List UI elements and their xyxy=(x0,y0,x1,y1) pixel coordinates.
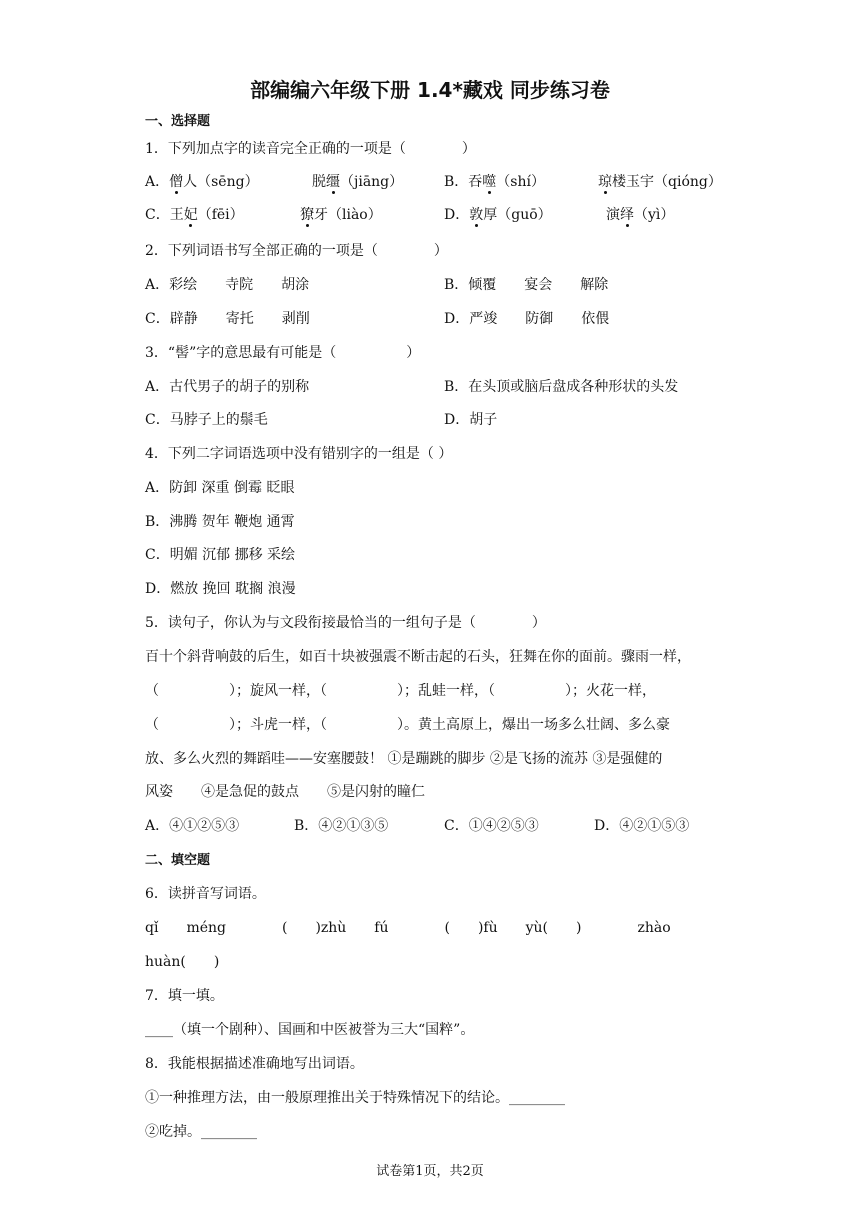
question-8-item-1: ①一种推理方法，由一般原理推出关于特殊情况下的结论。________ xyxy=(145,1090,565,1106)
question-3-option-a: A．古代男子的胡子的别称 xyxy=(145,379,310,395)
question-2-option-b: B．倾覆 宴会 解除 xyxy=(444,277,609,293)
question-3-option-c: C．马脖子上的鬃毛 xyxy=(145,412,268,428)
question-1-option-b2: 琼楼玉宇（qióng） xyxy=(598,174,722,190)
question-6-pinyin-line: huàn( ) xyxy=(145,954,220,970)
question-2-option-d: D．严竣 防御 依偎 xyxy=(444,311,610,327)
page-title: 部编编六年级下册 1.4*藏戏 同步练习卷 xyxy=(250,78,610,102)
question-5-passage-line: 百十个斜背响鼓的后生，如百十块被强震不断击起的石头，狂舞在你的面前。骤雨一样， xyxy=(145,649,691,665)
question-2-option-a: A．彩绘 寺院 胡涂 xyxy=(145,277,310,293)
question-7-fill-line: ____（填一个剧种）、国画和中医被誉为三大“国粹”。 xyxy=(145,1022,475,1038)
section-heading-fill: 二、填空题 xyxy=(145,853,211,868)
question-4-option-c: C．明媚 沉郁 挪移 采绘 xyxy=(145,547,296,563)
question-2-stem: 2．下列词语书写全部正确的一项是（ ） xyxy=(145,243,448,259)
question-4-option-d: D．燃放 挽回 耽搁 浪漫 xyxy=(145,581,296,597)
question-2-option-c: C．辟静 寄托 剥削 xyxy=(145,311,310,327)
question-3-option-b: B．在头顶或脑后盘成各种形状的头发 xyxy=(444,379,679,395)
question-5-passage-line: 放、多么火烈的舞蹈哇——安塞腰鼓！ ①是蹦跳的脚步 ②是飞扬的流苏 ③是强健的 xyxy=(145,751,663,767)
question-5-option-a: A．④①②⑤③ xyxy=(145,818,240,834)
question-1-stem: 1．下列加点字的读音完全正确的一项是（ ） xyxy=(145,141,476,157)
question-7-stem: 7．填一填。 xyxy=(145,988,224,1004)
question-3-stem: 3．“髻”字的意思最有可能是（ ） xyxy=(145,345,421,361)
question-1-option-a1: A．僧人（sēng） xyxy=(145,174,259,190)
question-5-passage-line: （ ）；旋风一样，（ ）；乱蛙一样，（ ）；火花一样， xyxy=(145,683,656,699)
question-5-option-d: D．④②①⑤③ xyxy=(594,818,690,834)
question-5-stem: 5．读句子，你认为与文段衔接最恰当的一组句子是（ ） xyxy=(145,615,546,631)
question-3-option-d: D．胡子 xyxy=(444,412,498,428)
question-1-option-b1: B．吞噬（shí） xyxy=(444,174,545,190)
section-heading-choice: 一、选择题 xyxy=(145,114,211,129)
question-1-option-c2: 獠牙（liào） xyxy=(300,207,382,223)
question-8-item-2: ②吃掉。________ xyxy=(145,1124,257,1140)
question-4-option-b: B．沸腾 贺年 鞭炮 通霄 xyxy=(145,514,295,530)
question-5-passage-line: 风姿 ④是急促的鼓点 ⑤是闪射的瞳仁 xyxy=(145,784,425,800)
question-1-option-a2: 脱缰（jiāng） xyxy=(312,174,404,190)
question-4-option-a: A．防卸 深重 倒霉 眨眼 xyxy=(145,480,295,496)
question-5-passage-line: （ ）；斗虎一样，（ ）。黄土高原上，爆出一场多么壮阔、多么豪 xyxy=(145,717,670,733)
question-6-stem: 6．读拼音写词语。 xyxy=(145,886,266,902)
question-1-option-d2: 演绎（yì） xyxy=(606,207,675,223)
question-5-option-b: B．④②①③⑤ xyxy=(294,818,389,834)
question-8-stem: 8．我能根据描述准确地写出词语。 xyxy=(145,1056,364,1072)
question-4-stem: 4．下列二字词语选项中没有错别字的一组是（ ） xyxy=(145,446,453,462)
question-1-option-d1: D．敦厚（guō） xyxy=(444,207,552,223)
question-1-option-c1: C．王妃（fēi） xyxy=(145,207,244,223)
page-footer: 试卷第1页，共2页 xyxy=(376,1164,484,1179)
question-5-option-c: C．①④②⑤③ xyxy=(444,818,539,834)
question-6-pinyin-line: qǐ méng ( )zhù fú ( )fù yù( ) zhào xyxy=(145,920,671,936)
